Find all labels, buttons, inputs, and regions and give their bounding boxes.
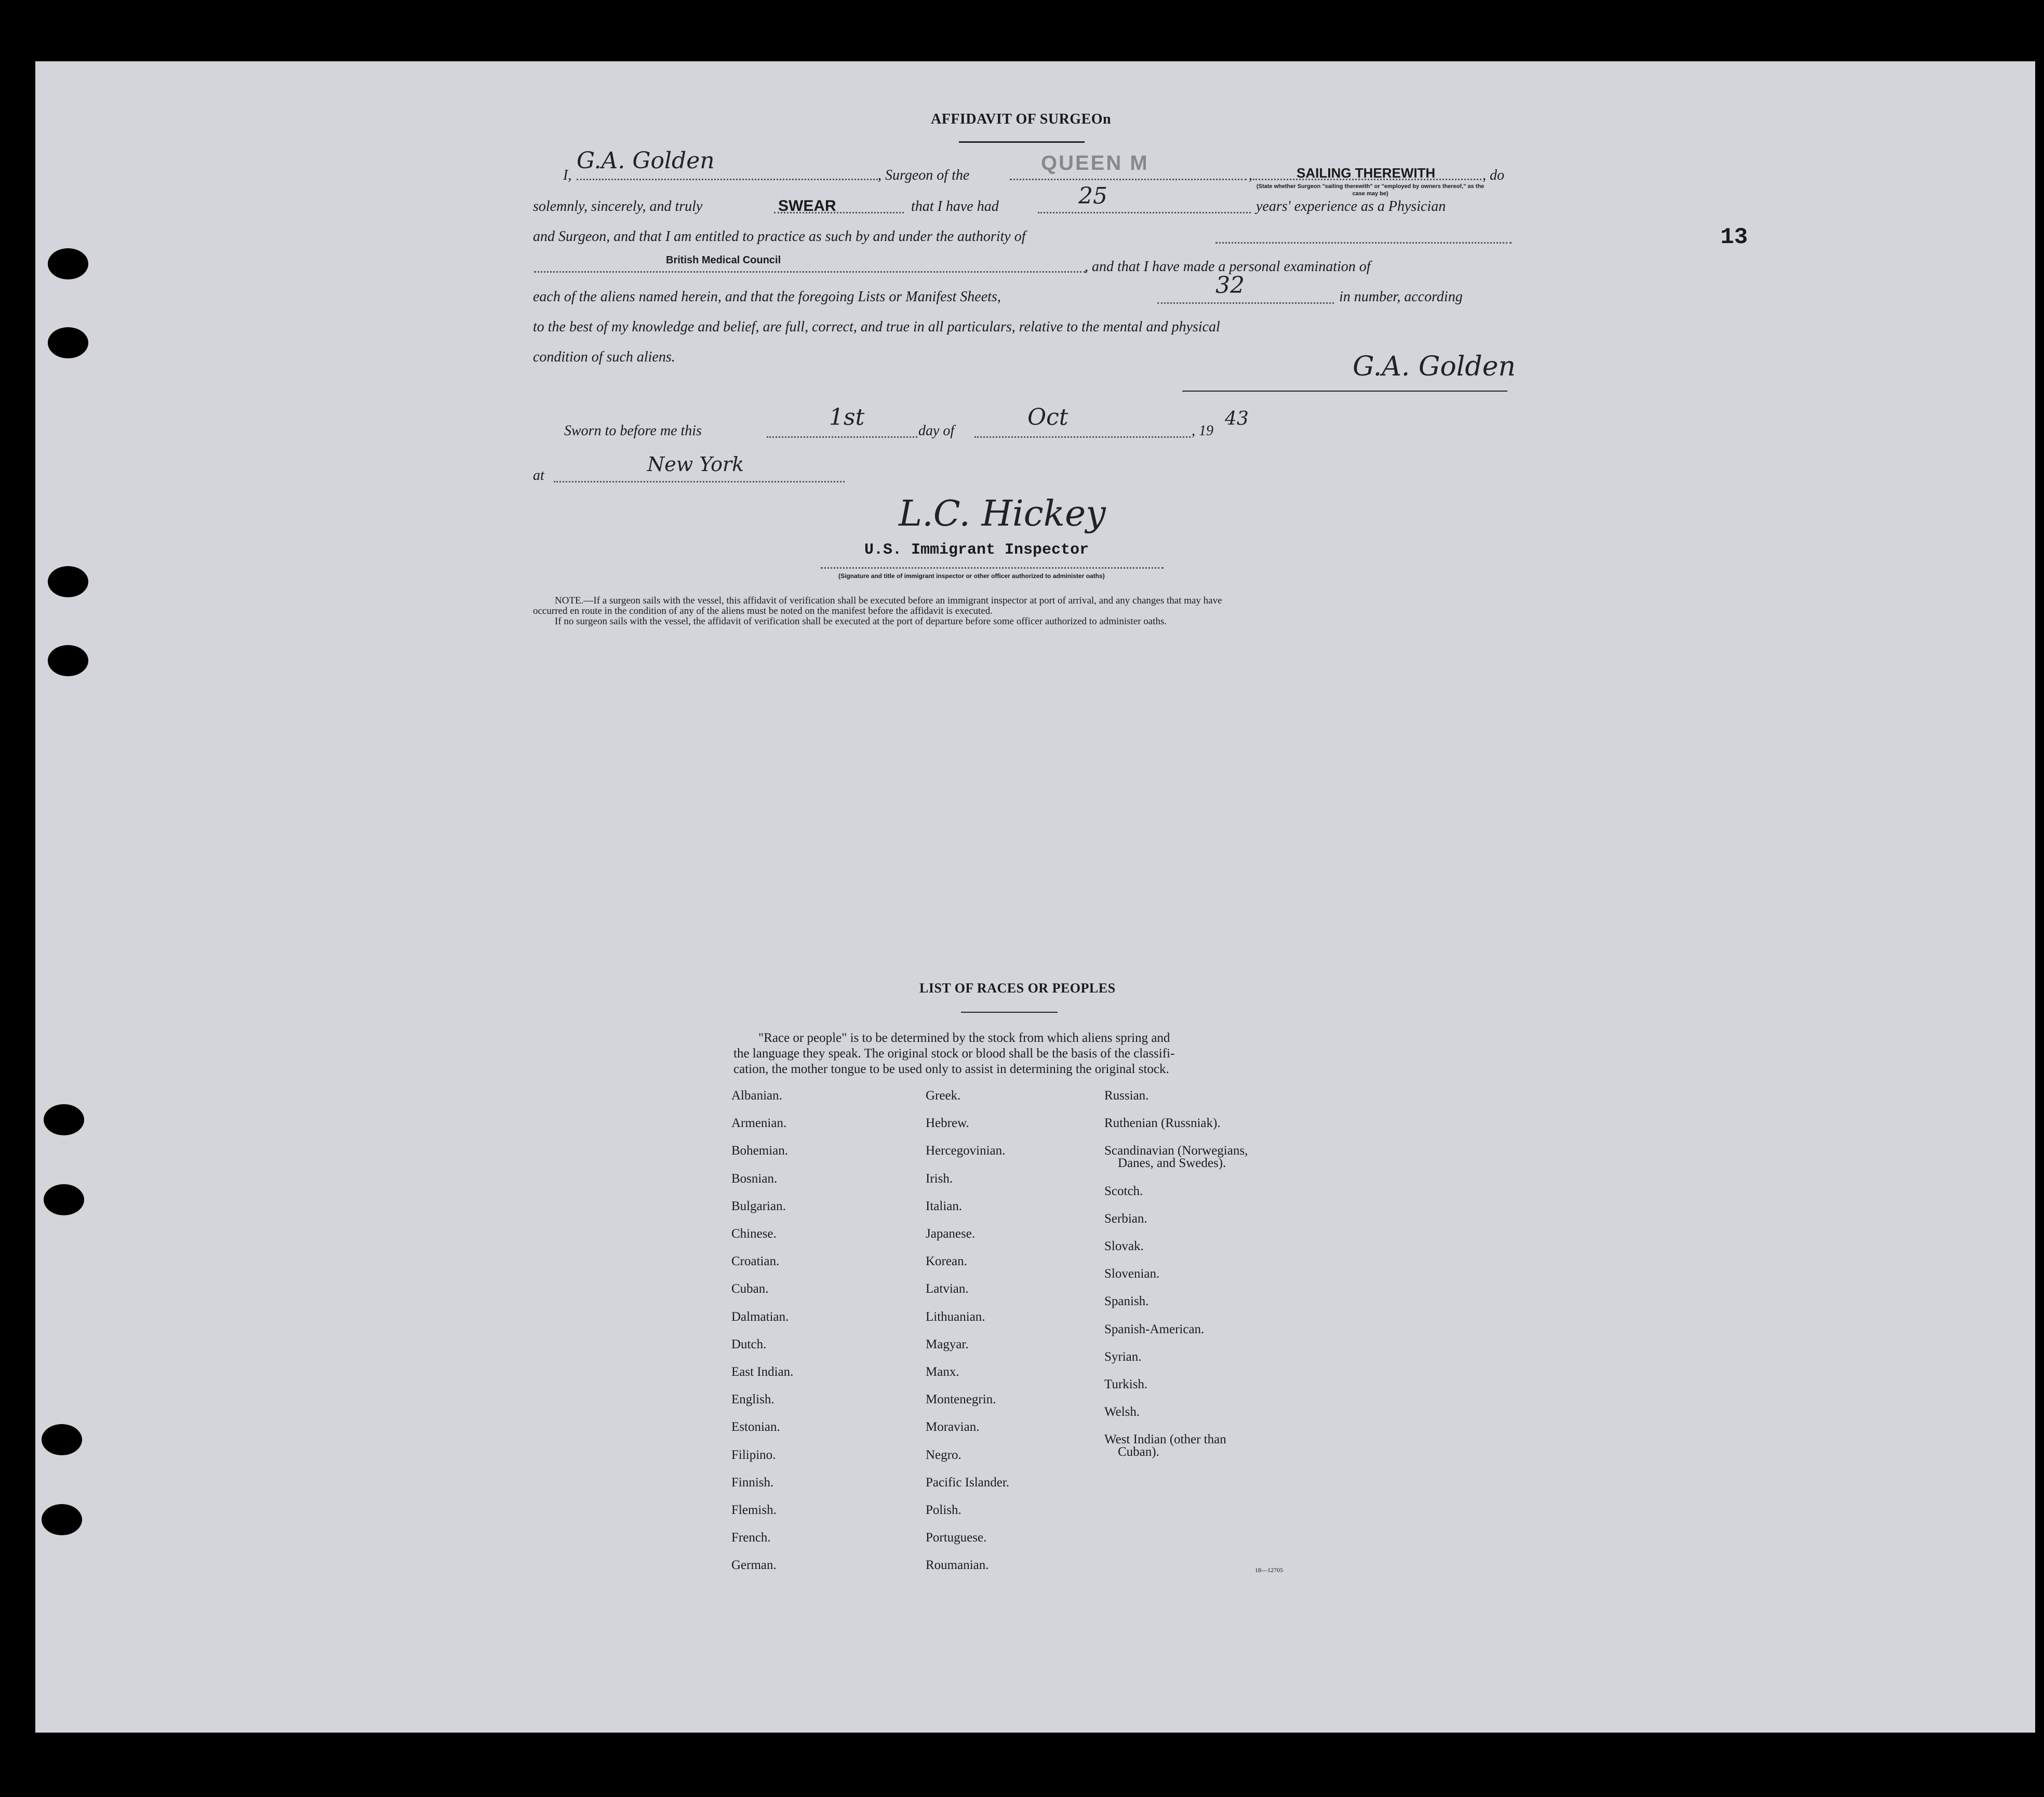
race-item: Portuguese.	[926, 1531, 987, 1545]
races-intro-2: the language they speak. The original stock or blood shall be the basis of the classifi-	[733, 1047, 1175, 1061]
line5-start: each of the aliens named herein, and that the foregoing Lists or Manifest Sheets,	[533, 289, 1001, 305]
race-item: Cuban).	[1118, 1445, 1159, 1459]
punch-hole	[48, 327, 88, 358]
race-item: Armenian.	[731, 1116, 787, 1130]
race-item: Estonian.	[731, 1420, 780, 1434]
races-title: LIST OF RACES OR PEOPLES	[919, 981, 1116, 996]
years-value: 25	[1078, 183, 1107, 209]
race-item: Latvian.	[926, 1282, 969, 1296]
document-page	[35, 61, 2035, 1733]
punch-hole	[42, 1424, 82, 1455]
ship-name-stamp: QUEEN M	[1041, 152, 1149, 175]
sworn-year: 43	[1225, 408, 1249, 430]
race-item: Ruthenian (Russniak).	[1104, 1116, 1221, 1130]
race-item: Spanish-American.	[1104, 1322, 1205, 1336]
place-line	[554, 481, 845, 482]
title-underline	[959, 141, 1085, 143]
sheets-line	[1157, 302, 1334, 304]
race-item: Lithuanian.	[926, 1310, 985, 1324]
race-item: Pacific Islander.	[926, 1476, 1010, 1490]
sailing-status: SAILING THEREWITH	[1297, 165, 1436, 181]
race-item: Cuban.	[731, 1282, 769, 1296]
line3-fill	[1215, 242, 1512, 244]
race-item: Albanian.	[731, 1089, 782, 1103]
comma: ,	[1249, 167, 1252, 183]
race-item: Scotch.	[1104, 1184, 1143, 1198]
affidavit-title: AFFIDAVIT OF SURGEOn	[931, 111, 1112, 127]
race-item: Chinese.	[731, 1227, 777, 1241]
inspector-line	[821, 567, 1164, 569]
line7-text: condition of such aliens.	[533, 349, 675, 365]
page-number: 13	[1720, 224, 1748, 250]
sworn-place: New York	[647, 453, 744, 476]
sworn-month: Oct	[1027, 404, 1068, 431]
race-item: Filipino.	[731, 1448, 776, 1462]
day-of-label: day of	[918, 423, 955, 439]
race-item: East Indian.	[731, 1365, 794, 1379]
do-label: , do	[1482, 167, 1504, 183]
ship-name-line	[1010, 179, 1247, 180]
punch-hole	[42, 1504, 82, 1535]
inspector-title: U.S. Immigrant Inspector	[864, 541, 1089, 559]
races-intro-3: cation, the mother tongue to be used only to assist in determining the original stock.	[733, 1062, 1169, 1076]
race-item: Finnish.	[731, 1476, 774, 1490]
race-item: Flemish.	[731, 1503, 777, 1517]
race-item: Manx.	[926, 1365, 959, 1379]
punch-hole	[48, 248, 88, 279]
races-intro-1: "Race or people" is to be determined by the stock from which aliens spring and	[758, 1031, 1170, 1045]
years-experience-label: years' experience as a Physician	[1256, 198, 1446, 214]
sworn-day: 1st	[829, 404, 865, 431]
surgeon-name: G.A. Golden	[577, 147, 715, 174]
races-title-underline	[961, 1012, 1058, 1013]
race-item: Polish.	[926, 1503, 961, 1517]
race-item: Greek.	[926, 1089, 961, 1103]
race-item: Croatian.	[731, 1254, 780, 1268]
race-item: Irish.	[926, 1172, 953, 1186]
race-item: Italian.	[926, 1199, 963, 1213]
race-item: Scandinavian (Norwegians,	[1104, 1144, 1248, 1158]
race-item: Serbian.	[1104, 1212, 1147, 1226]
form-code: 18—12705	[1255, 1566, 1283, 1574]
punch-hole	[48, 645, 88, 676]
race-item: Korean.	[926, 1254, 967, 1268]
surgeon-name-line	[577, 179, 878, 180]
race-item: Hercegovinian.	[926, 1144, 1006, 1158]
inspector-signature: L.C. Hickey	[899, 493, 1106, 534]
race-item: Bosnian.	[731, 1172, 778, 1186]
day-line	[767, 436, 917, 438]
inspector-note: (Signature and title of immigrant inspector or other officer authorized to administer oaths)	[838, 572, 1105, 580]
race-item: French.	[731, 1531, 771, 1545]
punch-hole	[48, 566, 88, 597]
note-line-2: occurred en route in the condition of any of the aliens must be noted on the manifest before the affidavit is executed.	[533, 606, 993, 616]
race-item: Negro.	[926, 1448, 961, 1462]
race-item: Montenegrin.	[926, 1392, 996, 1406]
race-item: Bohemian.	[731, 1144, 789, 1158]
sailing-note: (State whether Surgeon "sailing therewith" or "employed by owners thereof," as the case may be)	[1256, 183, 1485, 197]
sworn-label: Sworn to before me this	[564, 423, 702, 439]
race-item: Syrian.	[1104, 1350, 1142, 1364]
surgeon-signature: G.A. Golden	[1353, 351, 1516, 382]
year-prefix: , 19	[1192, 423, 1213, 439]
i-prefix: I,	[563, 167, 572, 183]
race-item: Russian.	[1104, 1089, 1149, 1103]
race-item: Moravian.	[926, 1420, 980, 1434]
race-item: Dutch.	[731, 1337, 767, 1351]
month-line	[974, 436, 1191, 438]
race-item: Spanish.	[1104, 1294, 1149, 1308]
solemnly-label: solemnly, sincerely, and truly	[533, 198, 703, 214]
note-line-1: NOTE.—If a surgeon sails with the vessel, this affidavit of verification shall be executed before an immigrant inspector at port of arrival, and any changes that may have	[555, 595, 1222, 606]
line3-text: and Surgeon, and that I am entitled to practice as such by and under the authority of	[533, 229, 1026, 245]
swear-stamp: SWEAR	[778, 197, 836, 214]
at-label: at	[533, 467, 544, 484]
race-item: Slovenian.	[1104, 1267, 1160, 1281]
race-item: Bulgarian.	[731, 1199, 786, 1213]
swear-line	[774, 212, 904, 213]
line6-text: to the best of my knowledge and belief, are full, correct, and true in all particulars, relative to the mental and physical	[533, 319, 1220, 335]
race-item: English.	[731, 1392, 774, 1406]
race-item: Turkish.	[1104, 1377, 1148, 1391]
sheets-value: 32	[1215, 272, 1245, 299]
authority-line	[534, 271, 1086, 273]
in-number-label: in number, according	[1339, 289, 1463, 305]
race-item: Dalmatian.	[731, 1310, 789, 1324]
line4-end: , and that I have made a personal examination of	[1085, 259, 1371, 275]
years-line	[1038, 212, 1251, 213]
note-line-3: If no surgeon sails with the vessel, the affidavit of verification shall be executed at the port of departure before some officer authorized to administer oaths.	[555, 616, 1167, 627]
punch-hole	[44, 1184, 84, 1215]
signature-line	[1182, 391, 1507, 392]
race-item: Danes, and Swedes).	[1118, 1156, 1226, 1170]
race-item: Hebrew.	[926, 1116, 969, 1130]
sailing-line	[1253, 179, 1481, 180]
race-item: Slovak.	[1104, 1239, 1144, 1253]
race-item: Roumanian.	[926, 1558, 989, 1572]
punch-hole	[44, 1104, 84, 1135]
authority-stamp: British Medical Council	[666, 254, 781, 266]
race-item: Japanese.	[926, 1227, 976, 1241]
race-item: Magyar.	[926, 1337, 969, 1351]
that-had-label: that I have had	[911, 198, 999, 214]
surgeon-of-label: , Surgeon of the	[878, 167, 970, 183]
race-item: German.	[731, 1558, 777, 1572]
race-item: West Indian (other than	[1104, 1432, 1226, 1446]
race-item: Welsh.	[1104, 1405, 1140, 1419]
